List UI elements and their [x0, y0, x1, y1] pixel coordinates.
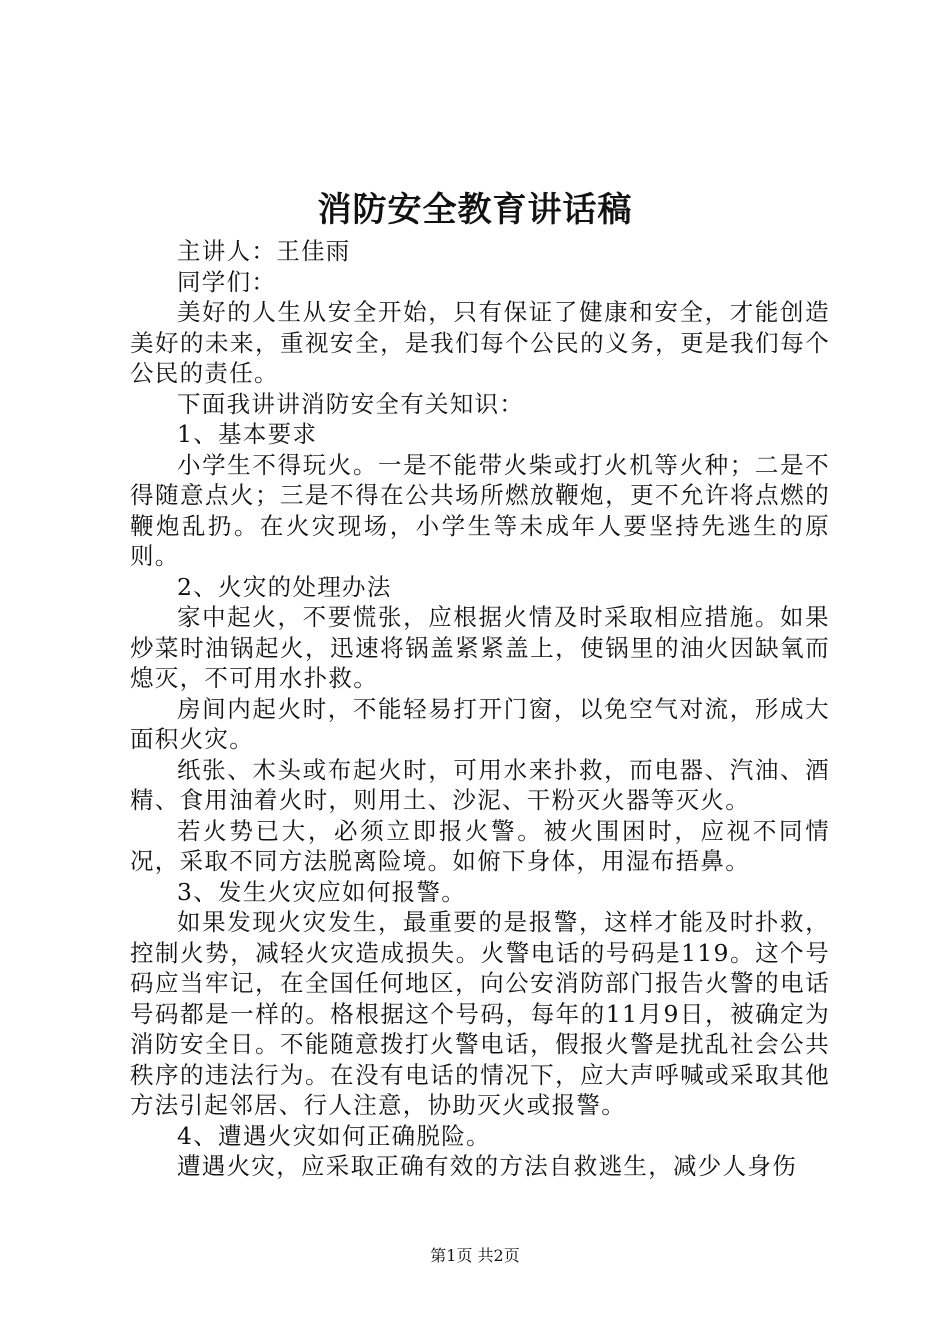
document-body	[130, 236, 830, 1182]
paragraph: 如果发现火灾发生，最重要的是报警，这样才能及时扑救，控制火势，减轻火灾造成损失。火警电话的号码是119。这个号码应当牢记，在全国任何地区，向公安消防部门报告火警的电话号码都是一样的。格根据这个号码，每年的11月9日，被确定为消防安全日。不能随意拨打火警电话，假报火警是扰乱社会公共秩序的违法行为。在没有电话的情况下，应大声呼喊或采取其他方法引起邻居、行人注意，协助灭火或报警。	[130, 908, 830, 1119]
paragraph: 房间内起火时，不能轻易打开门窗，以免空气对流，形成大面积火灾。	[130, 694, 830, 753]
paragraph: 若火势已大，必须立即报火警。被火围困时，应视不同情况，采取不同方法脱离险境。如俯下身体，用湿布捂鼻。	[130, 816, 830, 875]
speaker-line: 主讲人：王佳雨	[177, 237, 351, 265]
section-heading: 2、火灾的处理办法	[177, 572, 392, 601]
section-heading: 1、基本要求	[177, 420, 318, 448]
paragraph: 小学生不得玩火。一是不能带火柴或打火机等火种；二是不得随意点火；三是不得在公共场所燃放鞭炮，更不允许将点燃的鞭炮乱扔。在火灾现场，小学生等未成年人要坚持先逃生的原则。	[130, 450, 830, 570]
paragraph: 纸张、木头或布起火时，可用水来扑救，而电器、汽油、酒精、食用油着火时，则用土、沙泥、干粉灭火器等灭火。	[130, 755, 830, 814]
paragraph: 下面我讲讲消防安全有关知识：	[177, 389, 525, 418]
paragraph: 家中起火，不要慌张，应根据火情及时采取相应措施。如果炒菜时油锅起火，迅速将锅盖紧紧盖上，使锅里的油火因缺氧而熄灭，不可用水扑救。	[130, 603, 830, 692]
paragraph: 美好的人生从安全开始，只有保证了健康和安全，才能创造美好的未来，重视安全，是我们每个公民的义务，更是我们每个公民的责任。	[130, 298, 830, 387]
salutation: 同学们：	[177, 267, 277, 296]
paragraph: 遭遇火灾，应采取正确有效的方法自救逃生，减少人身伤	[177, 1152, 797, 1180]
section-heading: 4、遭遇火灾如何正确脱险。	[177, 1121, 491, 1150]
document-title: 消防安全教育讲话稿	[317, 190, 633, 230]
section-heading: 3、发生火灾应如何报警。	[177, 877, 467, 906]
page-footer: 第1页 共2页	[430, 1246, 520, 1265]
